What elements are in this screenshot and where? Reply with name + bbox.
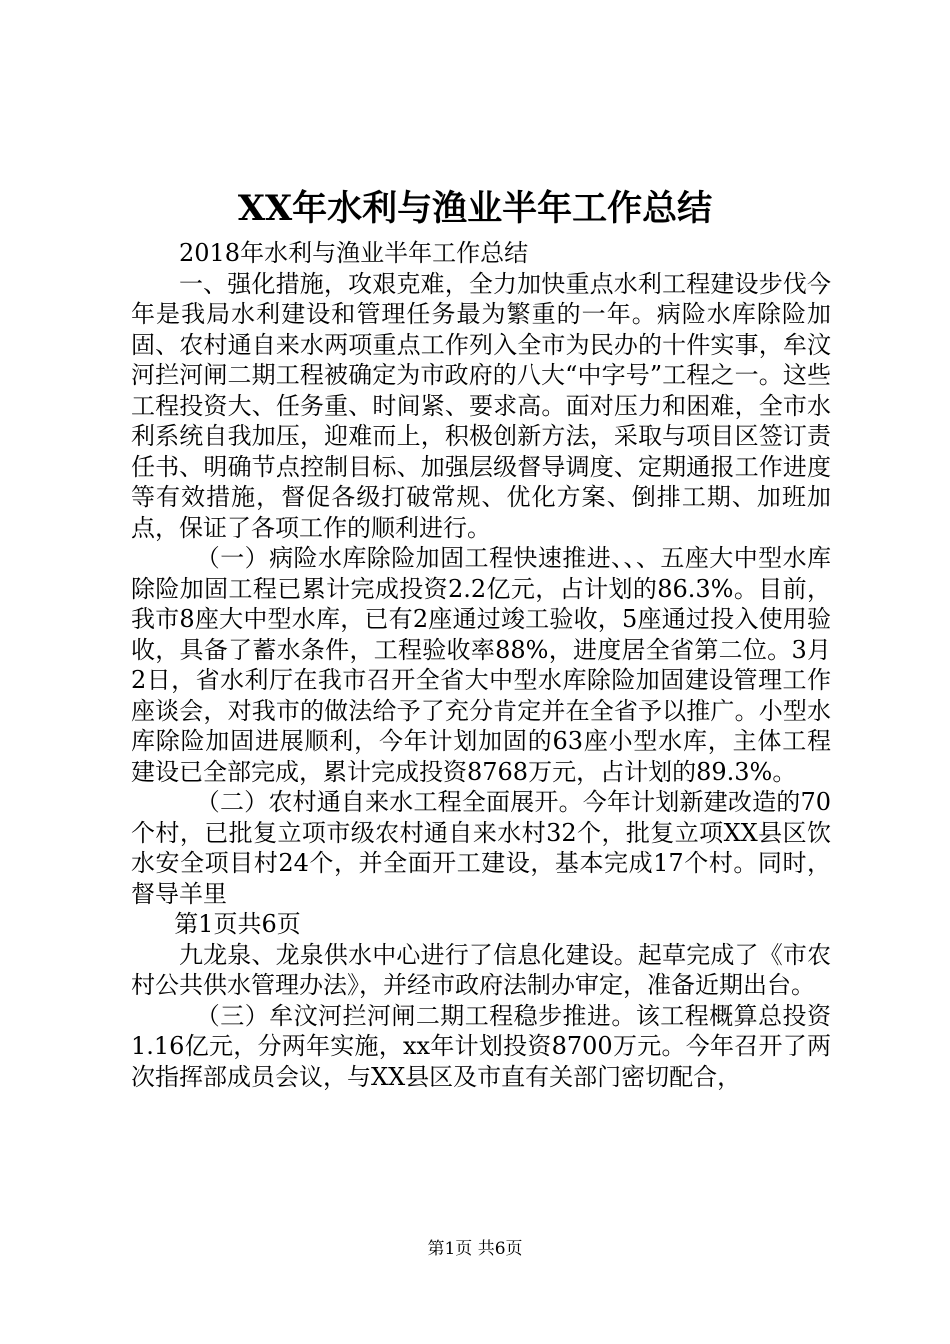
inline-page-marker: 第1页共6页 — [174, 910, 301, 938]
document-title: XX年水利与渔业半年工作总结 — [237, 188, 713, 229]
paragraph-item-three: （三）牟汶河拦河闸二期工程稳步推进。该工程概算总投资1.16亿元，分两年实施，xx年计划投资8700万元。今年召开了两次指挥部成员会议，与XX县区及市直有关部门密切配合， — [131, 1001, 831, 1091]
page-footer: 第1页 共6页 — [427, 1239, 523, 1259]
paragraph-section-one: 一、强化措施，攻艰克难，全力加快重点水利工程建设步伐今年是我局水利建设和管理任务最为繁重的一年。病险水库除险加固、农村通自来水两项重点工作列入全市为民办的十件实事，牟汶河拦河闸二期工程被确定为市政府的八大“中字号”工程之一。这些工程投资大、任务重、时间紧、要求高。面对压力和困难，全市水利系统自我加压，迎难而上，积极创新方法，采取与项目区签订责任书、明确节点控制目标、加强层级督导调度、定期通报工作进度等有效措施，督促各级打破常规、优化方案、倒排工期、加班加点，保证了各项工作的顺利进行。 — [131, 269, 831, 542]
paragraph-subtitle: 2018年水利与渔业半年工作总结 — [179, 239, 529, 267]
paragraph-item-two: （二）农村通自来水工程全面展开。今年计划新建改造的70个村，已批复立项市级农村通自来水村32个，批复立项XX县区饮水安全项目村24个，并全面开工建设，基本完成17个村。同时，督导羊里 — [131, 788, 831, 908]
paragraph-continued: 九龙泉、龙泉供水中心进行了信息化建设。起草完成了《市农村公共供水管理办法》，并经市政府法制办审定，准备近期出台。 — [131, 940, 831, 999]
paragraph-item-one: （一）病险水库除险加固工程快速推进、、、五座大中型水库除险加固工程已累计完成投资2.2亿元，占计划的86.3%。目前，我市8座大中型水库，已有2座通过竣工验收，5座通过投入使用验收，具备了蓄水条件，工程验收率88%，进度居全省第二位。3月2日，省水利厅在我市召开全省大中型水库除险加固建设管理工作座谈会，对我市的做法给予了充分肯定并在全省予以推广。小型水库除险加固进展顺利，今年计划加固的63座小型水库，主体工程建设已全部完成，累计完成投资8768万元，占计划的89.3%。 — [131, 544, 831, 786]
document-body — [131, 238, 831, 1092]
